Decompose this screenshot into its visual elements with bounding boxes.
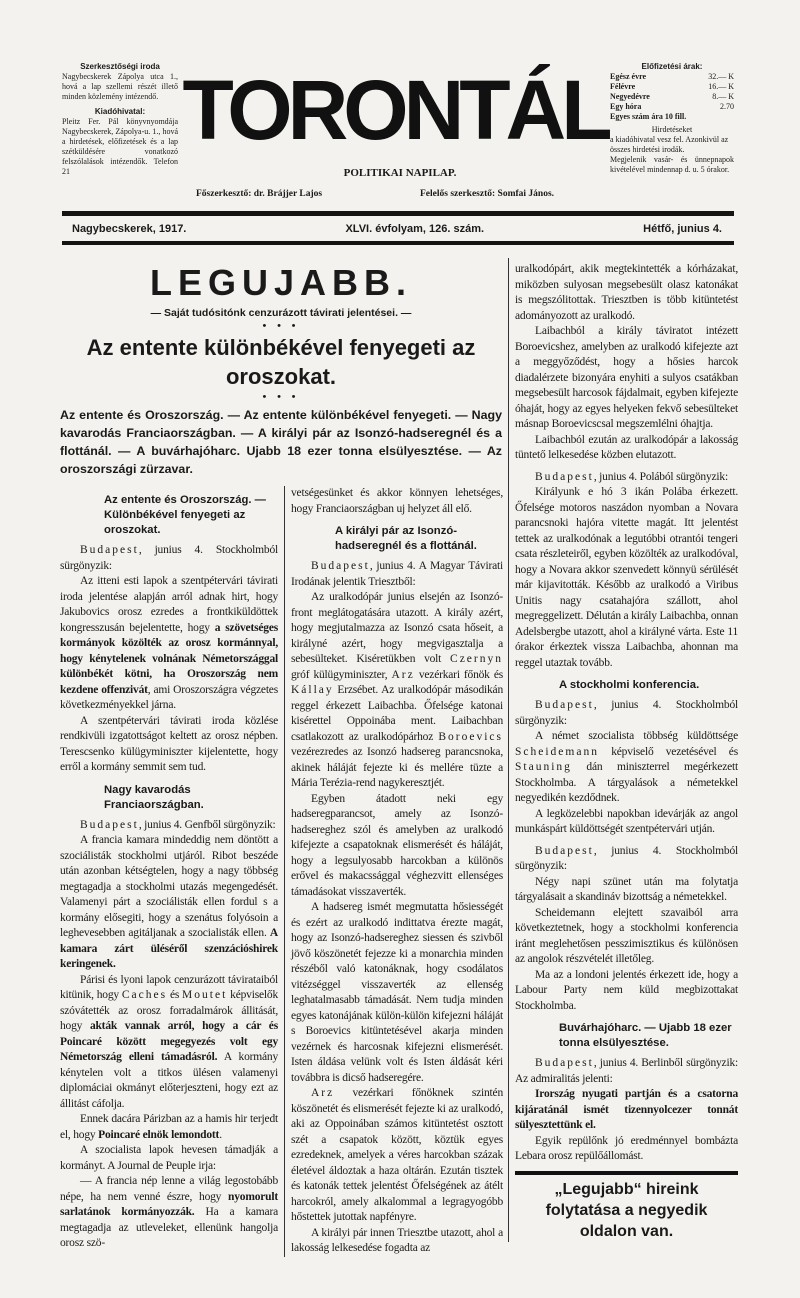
text-run: Királyunk e hó 3 ikán Polába érkezett. Őfelsége motoros naszádon nyomban a Novara parancsnoki hajóra vitette magát. Itt jelentést tettek az uralkodónak a legutóbbi otrantói tengeri csata részleteiről, egyben közölték az uralkodóval, hogy a Novara akkor szenvedett könnyü sérülését már kijavitották. Később az uralkodó a Viribus Unitis nagy csatahajóra szállott, ahol megreggelizett. Délután a király Laibachba, onnan Adelsbergbe utazott, ahol a királyné várta. Este 11 órakor érkeztek vissza Laibachba, ahonnan ma reggel utaztak tovább. xyxy=(515,486,738,669)
text-run: , junius 4. Stockholmból sürgönyzik: xyxy=(515,699,738,727)
article-paragraph xyxy=(515,807,738,838)
publisher-text: Pleitz Fer. Pál könyvnyomdája Nagybecskerek, Zápolya-u. 1., hová a hirdetések, előfizetések és a lap szétküldésére vonatkozó felszólalások intézendők. Telefon 21 xyxy=(62,117,178,176)
text-run: A német szocialista többség küldöttsége xyxy=(535,730,738,742)
article-headline: A királyi pár az Isonzó-hadseregnél és a flottánál. xyxy=(335,525,477,552)
article-headline: Az entente és Oroszország. — Különbékével fenyegeti az oroszokat. xyxy=(104,494,266,536)
price-period: Egész évre xyxy=(610,72,647,81)
text-run: Laibachból ezután az uralkodópár a lakosság tüntető lelkesedése közben elutazott. xyxy=(515,433,738,461)
publication-schedule: Megjelenik vasár- és ünnepnapok kivételével mindennap d. u. 5 órakor. xyxy=(610,155,734,174)
section-subtitle: — Saját tudósitónk cenzurázott távirati jelentései. — xyxy=(150,307,412,319)
masthead-rule-bottom xyxy=(62,241,734,245)
text-run: A hadsereg ismét megmutatta hősiességét és ezért az uralkodó indittatva érezte magát, hogy az Isonzó-hadsereghez siessen és szivből jövő köszönetét fejezze ki a monarchia minden részéből való katonáknak, hogy csodálatos vitézséggel visszaverték az ellenség leghatalmasabb támadását. Nem tudja minden egyes katonájának külön-külön kifejezni háláját s Boroevics kitüntetésével akarja minden vezérnek és harcosnak kifejezni elismerését. Isten áldása velünk volt és Isten áldását kéri továbbra is dicső hadseregére. xyxy=(291,901,503,1084)
text-run: A szocialista lapok hevesen támadják a kormányt. A Journal de Peuple irja: xyxy=(60,1144,278,1172)
continuation-notice: „Legujabb“ hireink folytatása a negyedik oldalon van. xyxy=(515,1171,738,1242)
article-paragraph xyxy=(515,698,738,729)
masthead-rule-top xyxy=(62,211,734,216)
emphasized-text: Poincaré elnök lemondott xyxy=(98,1128,220,1141)
text-run: A francia kamara mindeddig nem döntött a szociálisták stockholmi utjáról. Ribot beszéde után azonban kétségtelen, hogy a nagy többség megtagadja a stockholmi utazás megengedését. Valamenyi párt a szociálisták ellen fordul s a kormány elősegiti, hogy a szenátus folyósoin a leghevesebben agitáljanak a szocialisták ellen. xyxy=(60,834,278,939)
editorial-office-heading: Szerkesztőségi iroda xyxy=(80,62,160,71)
emphasized-text: A kamara zárt üléséről szenzációshirek keringenek. xyxy=(60,927,278,970)
price-row xyxy=(610,92,734,102)
text-run: , junius 4. Genfből sürgönyzik: xyxy=(138,818,276,831)
article-paragraph xyxy=(515,262,738,324)
article-paragraph xyxy=(60,833,278,973)
place-year: Nagybecskerek, 1917. xyxy=(72,223,187,235)
ads-heading: Hirdetéseket xyxy=(651,125,693,134)
text-run: képviselők szóvátették az orosz forradalmárok állitását, hogy xyxy=(60,989,278,1032)
text-run: A legközelebbi napokban idevárják az angol munkáspárt küldöttségét szentpétervári utján. xyxy=(515,807,738,835)
article-paragraph xyxy=(515,1087,738,1134)
article-paragraph xyxy=(291,1226,503,1257)
emphasized-text: Irország nyugati partján és a csatorna kijáratánál ismét tizennyolcezer tonnát sülyesztettünk el. xyxy=(515,1088,738,1131)
article-paragraph xyxy=(515,324,738,433)
single-copy-price: Egyes szám ára 10 fill. xyxy=(610,112,687,121)
text-run: Kállay xyxy=(291,684,334,696)
responsible-editor: Felelős szerkesztő: Somfai János. xyxy=(420,189,555,199)
text-run: Az uralkodópár junius elsején az Isonzó-front meglátogatására utazott. A király azért, hogy megjutalmazza az Isonzó csata hőseit, a királyné azért, hogy megvigasztalja a sebesülteket. Kiséretükben volt xyxy=(291,591,503,665)
text-run: Moutet xyxy=(182,989,228,1001)
lead-story-header xyxy=(60,258,508,486)
text-run: Arz xyxy=(391,668,415,681)
text-run: Ma az a londoni jelentés érkezett ide, hogy a Labour Party nem küld megbizottakat Stockholmba. xyxy=(515,968,738,1012)
article-paragraph xyxy=(60,543,278,574)
article-headline: Buvárhajóharc. — Ujabb 18 ezer tonna elsülyesztése. xyxy=(559,1022,732,1049)
text-run: uralkodópárt, akik megtekintették a kórházakat, miközben sulyosan megsebesült olasz katonákat is megszólitottak. Triesztben is több kitüntetést adományozott az uralkodó. xyxy=(515,263,738,322)
newspaper-title: TORONTÁL xyxy=(182,63,608,157)
text-run: , junius 4. Polából sürgönyzik: xyxy=(593,470,728,483)
lead-headline: Az entente különbékével fenyegeti az oroszokat. xyxy=(86,335,476,389)
article-paragraph xyxy=(515,433,738,464)
text-run: Laibachból a király táviratot intézett Boroevicshez, amelyben az uralkodó kifejezte azt a meggyőződést, hogy a hősies harcok diadalérzete bizonyára enyhiti a sulyos csatákban megsebesült harcosok fájdalmait, egyben kifejezte óhaját, hogy az egyes helyeken fekvő sebesülteket másnap Boroevicscsal megszemlélni óhajtja. xyxy=(515,325,738,430)
publisher-heading: Kiadóhivatal: xyxy=(94,107,146,116)
article-paragraph xyxy=(515,470,738,486)
text-run: Scheidemann xyxy=(515,745,599,758)
text-run: Budapest xyxy=(535,699,594,711)
article-paragraph xyxy=(60,818,278,834)
text-run: Egyik repülőnk jó eredménnyel bombázta Lebara orosz repülőállomást. xyxy=(515,1134,738,1162)
article-paragraph xyxy=(60,1174,278,1252)
text-run: vezérezredes az Isonzó hadsereg parancsnoka, akinek háláját fejezte ki és mellére tüzte a Mária Terézia-rend nagykeresztjét. xyxy=(291,746,503,789)
text-run: Az itteni esti lapok a szentpétervári távirati iroda jelentése alapján arról adnak hirt, hogy Jakubovics orosz ezredes a frontkiküldöttek kongresszusán bejelentette, hogy xyxy=(60,575,278,634)
article-paragraph xyxy=(515,844,738,875)
prices-heading: Előfizetési árak: xyxy=(641,62,703,71)
article-paragraph xyxy=(515,1056,738,1087)
text-run: és xyxy=(167,989,183,1001)
text-run: , junius 4. Berlinből sürgönyzik: Az admiralitás jelenti: xyxy=(515,1057,738,1085)
text-run: Budapest xyxy=(535,844,594,857)
text-run: , junius 4. Stockholmból sürgönyzik: xyxy=(515,844,738,872)
article-paragraph xyxy=(515,968,738,1015)
text-run: Erzsébet. Az uralkodópár másodikán reggel érkezett Laibachba. Őfelsége katonai kisérettel Oppoinába ment. Laibachban csatlakozott az uralkodópárhoz xyxy=(291,684,503,743)
section-kicker: LEGUJABB. xyxy=(149,262,413,303)
article-paragraph xyxy=(515,729,738,807)
text-run: Négy napi szünet után ma folytatja tárgyalásait a skandináv bizottság a németekkel. xyxy=(515,875,738,903)
text-run: A kormány kénytelen volt a titkos ülésen valamenyi diplomáciai okmányt előterjeszteni, hogy ezt az állitást cáfolja. xyxy=(60,1051,278,1110)
article-paragraph xyxy=(291,1086,503,1226)
emphasized-text: akták vannak arról, hogy a cár és Poincaré között megegyezés volt egy Németország elleni támadásról. xyxy=(60,1020,278,1063)
article-paragraph xyxy=(291,792,503,901)
editorial-office-text: Nagybecskerek Zápolya utca 1., hová a lap szellemi részét illető minden közlemény intézendő. xyxy=(62,72,178,101)
text-run: Budapest xyxy=(535,470,594,483)
price-value: 32.— K xyxy=(708,72,734,81)
text-run: Budapest xyxy=(311,560,370,572)
text-run: Ennek dacára Párizban az a hamis hir terjedt el, hogy xyxy=(60,1113,278,1141)
text-run: , junius 4. Stockholmból sürgönyzik: xyxy=(60,544,278,572)
article-paragraph xyxy=(515,906,738,968)
article-headline: Nagy kavarodás Franciaországban. xyxy=(104,783,204,811)
article-paragraph xyxy=(60,574,278,714)
text-run: Boroevics xyxy=(438,730,503,743)
text-run: Czernyn xyxy=(450,653,503,665)
article-paragraph xyxy=(515,875,738,906)
price-row xyxy=(610,72,734,82)
price-period: Félévre xyxy=(610,82,636,91)
separator-dots: • • • xyxy=(262,391,300,403)
price-row xyxy=(610,102,734,112)
text-run: dán miniszterrel megérkezett Stockholmba. A tárgyalások a németekkel negyedikén kezdődnek. xyxy=(515,761,738,804)
text-run: Stauning xyxy=(515,761,572,773)
emphasized-text: a szövetséges kormányok közölték az orosz kormánnyal, hogy kénytelenek volnának Németországgal különbékét kötni, ha Oroszország nem kezdene offenzivát xyxy=(60,621,278,696)
text-run: Caches xyxy=(121,989,168,1001)
ads-text: a kiadóhivatal vesz fel. Azonkivül az összes hirdetési irodák. xyxy=(610,135,729,154)
text-run: , ami Oroszországra végzetes következményekkel járna. xyxy=(60,683,278,711)
text-run: gróf külügyminiszter, xyxy=(291,668,392,681)
article-headline: A stockholmi konferencia. xyxy=(559,679,700,691)
article-paragraph xyxy=(60,1143,278,1174)
text-run: Párisi és lyoni lapok cenzurázott távirataiból kitünik, hogy xyxy=(60,973,278,1001)
price-period: Negyedévre xyxy=(610,92,650,101)
price-value: 2.70 xyxy=(720,102,734,111)
text-run: A szentpétervári távirati iroda közlése rendkivüli izgatottságot keltett az orosz népben. Terescsenko külügyminiszter kijelentette, hogy erről a kormány semmit sem tud. xyxy=(60,714,278,773)
text-run: A királyi pár innen Triesztbe utazott, ahol a lakosság lelkesedése fogadta az xyxy=(291,1226,503,1254)
editorial-office-info xyxy=(62,62,178,177)
emphasized-text: nyomorult sarlatánok kormányozzák. xyxy=(60,1190,278,1218)
text-run: képviselő vezetésével és xyxy=(598,745,738,758)
text-run: Scheidemann elejtett szavaiból arra következtetnek, hogy a stockholmi konferencia iránt meglehetősen pesszimisztikus és különösen az angolok részvételét illetőleg. xyxy=(515,906,738,965)
price-row xyxy=(610,82,734,92)
price-period: Egy hóra xyxy=(610,102,642,111)
subscription-info xyxy=(610,62,734,175)
article-paragraph xyxy=(60,1112,278,1143)
separator-dots: • • • xyxy=(262,320,300,332)
newspaper-subtitle: POLITIKAI NAPILAP. xyxy=(343,167,457,179)
article-paragraph xyxy=(291,590,503,792)
article-paragraph xyxy=(291,486,503,517)
article-column-3 xyxy=(508,258,738,1242)
article-paragraph xyxy=(60,973,278,1113)
lead-summary: Az entente és Oroszország. — Az entente különbékével fenyegeti. — Nagy kavarodás Franciaországban. — A királyi pár az Isonzó-hadseregnél és a flottánál. — A buvárhajóharc. Ujabb 18 ezer tonna elsülyesztése. — Az oroszországi zürzavar. xyxy=(60,408,502,476)
text-run: — A francia nép lenne a világ legostobább népe, ha nem venné észre, hogy xyxy=(60,1175,278,1203)
price-value: 16.— K xyxy=(708,82,734,91)
text-run: vezérkari főnök és xyxy=(414,668,503,681)
article-column-1 xyxy=(60,486,284,1252)
page-body xyxy=(60,258,738,1257)
article-paragraph xyxy=(515,485,738,671)
volume-issue: XLVI. évfolyam, 126. szám. xyxy=(345,223,485,235)
text-run: Budapest xyxy=(80,818,139,831)
text-run: vezérkari főnöknek szintén köszönetét és elismerését fejezte ki az uralkodó, aki az Oppoinában számos kitüntetést osztott szét a csapatok között, köztük egyes ezredeknek, amelyek a véres harcokban százak életével áldoztak a haza oltárán. Ezután tisztek és katonák tettek jelentést Őfelségének az átélt harcokról, amely alkalommal a legragyogóbb hőstettek jutottak napfényre. xyxy=(291,1087,503,1223)
price-list xyxy=(610,72,734,112)
dateline xyxy=(72,222,722,236)
text-run: . xyxy=(219,1128,222,1141)
article-paragraph xyxy=(515,1134,738,1165)
article-column-2 xyxy=(284,486,508,1257)
issue-day: Hétfő, junius 4. xyxy=(643,223,722,235)
article-paragraph xyxy=(60,714,278,776)
article-paragraph xyxy=(291,559,503,590)
text-run: vetségesünket és akkor könnyen lehetséges, hogy Franciaországban uj helyzet áll elő. xyxy=(291,487,503,515)
article-paragraph xyxy=(291,900,503,1086)
text-run: Budapest xyxy=(535,1057,594,1069)
editor-in-chief: Főszerkesztő: dr. Brájjer Lajos xyxy=(196,189,323,199)
text-run: Egyben átadott neki egy hadseregparancsot, amely az Isonzó-hadsereghez szól és amelyben az uralkodó kifejezte a csapatoknak elismerését és háláját, hogy a legsulyosabb harcokban a különös erővel és makacssággal véghezvitt ellenséges támadásokat visszaverték. xyxy=(291,792,503,898)
text-run: Budapest xyxy=(80,544,139,556)
price-value: 8.— K xyxy=(712,92,734,101)
text-run: Ha a kamara megtagadja az utleveleket, ellenünk hangolja orosz szö- xyxy=(60,1206,278,1249)
text-run: Arz xyxy=(311,1087,335,1099)
text-run: , junius 4. A Magyar Távirati Irodának jelentik Triesztből: xyxy=(291,560,503,588)
